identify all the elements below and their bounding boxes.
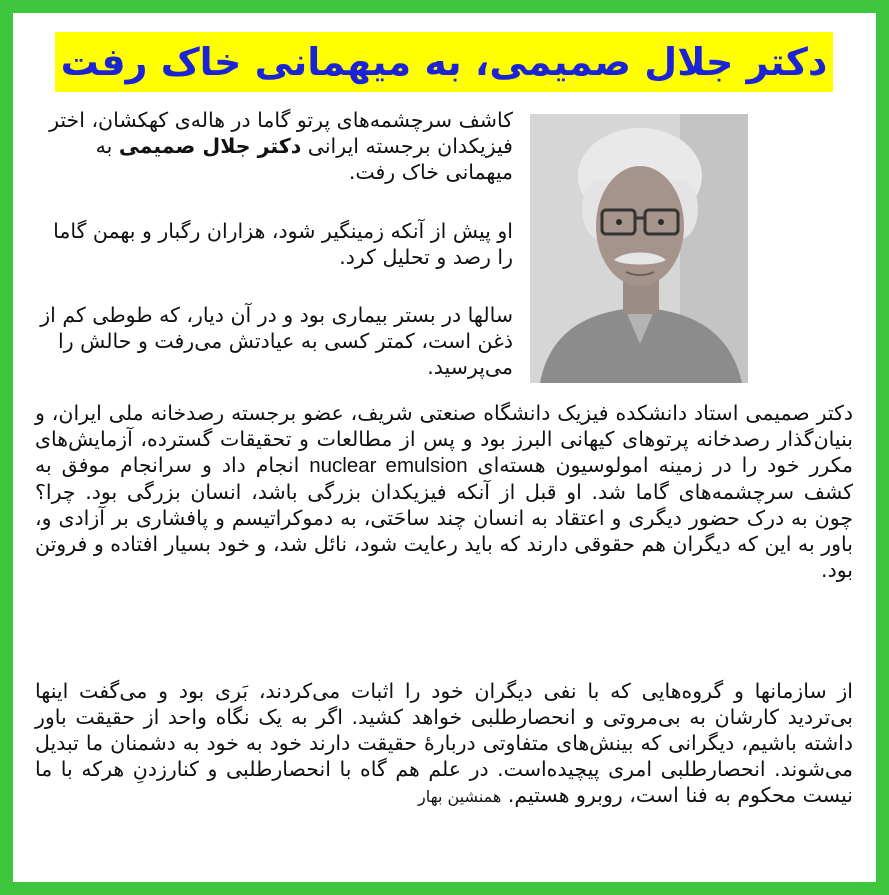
paragraph-3: سالها در بستر بیماری بود و در آن دیار، که طوطی کم از ذغن است، کمتر کسی به عیادتش می‌رفت و حالش را می‌پرسید.: [40, 303, 513, 379]
paragraph-5: [35, 678, 853, 810]
intro-paragraph: [35, 107, 513, 185]
intro-text-end: به میهمانی خاک رفت.: [95, 134, 513, 184]
intro-text: کاشف سرچشمه‌های پرتو گاما در هاله‌ی کهکشان، اختر فیزیکدان برجسته ایرانی: [49, 108, 513, 158]
article-title: دکتر جلال صمیمی، به میهمانی خاک رفت: [55, 32, 833, 92]
paragraph-5-text: از سازمانها و گروه‌هایی که با نفی دیگران خود را اثبات می‌کردند، بَری بود و می‌گفت اینها بی‌تردید کارشان به بی‌مروتی و انحصارطلبی خواهد کشید. اگر به یک نگاه واحد از حقیقت باور داشته باشیم، دیگرانی که بینش‌های متفاوتی دربارۀ حقیقت دارند خود به خود به دشمنان ما تبدیل می‌شوند. انحصارطلبی امری پیچیده‌است. در علم هم گاه با انحصارطلبی و کنارزدنِ هرکه با ما نیست محکوم به فنا است، روبرو هستیم.: [35, 679, 853, 807]
paragraph-4: [35, 400, 853, 583]
paragraph-4-text-end: انجام داد و سرانجام موفق به کشف سرچشمه‌های گاما شد. او قبل از آنکه فیزیکدان بزرگی باشد، انسان بزرگی بود. چرا؟ چون به درک حضور دیگری و اعتقاد به انسان چند ساحَتی، به دموکراتیسم و پافشاری بر آزادی و، باور به این که دیگران هم حقوقی دارند که باید رعایت شود، نائل شد، و خود بسیار افتاده و فروتن بود.: [35, 453, 853, 582]
paragraph-2: او پیش از آنکه زمینگیر شود، هزاران رگبار و بهمن گاما را رصد و تحلیل کرد.: [53, 219, 513, 269]
portrait-photo-icon: [530, 114, 748, 383]
paragraph-4-text: دکتر صمیمی استاد دانشکده فیزیک دانشگاه صنعتی شریف، عضو برجسته رصدخانه ملی ایران، و بنیان‌گذار رصدخانه پرتوهای کیهانی البرز بود و پس از مطالعات و تحقیقات گسترده، آزمایش‌های مکرر خود را در زمینه امولوسیون هسته‌ای: [35, 401, 853, 477]
author-signature: همنشین بهار: [418, 787, 502, 806]
scientist-name: دکتر جلال صمیمی: [118, 134, 302, 158]
nuclear-emulsion-term: nuclear emulsion: [309, 454, 468, 477]
article-frame: [13, 13, 876, 882]
